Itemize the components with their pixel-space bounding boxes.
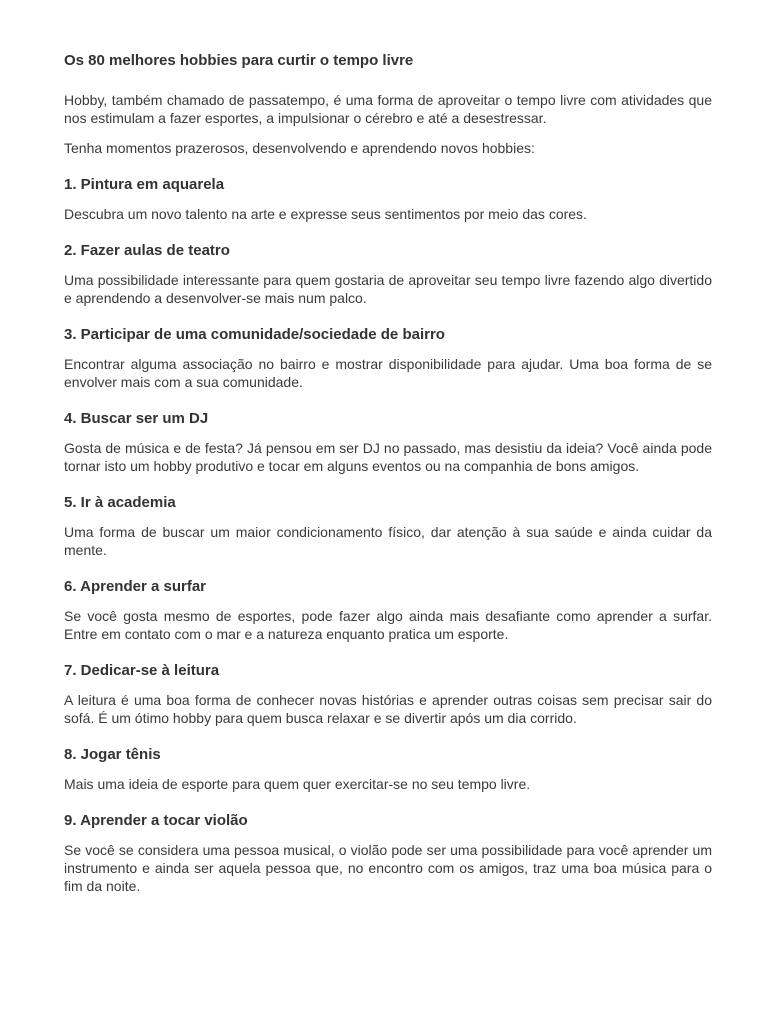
section-heading: 1. Pintura em aquarela bbox=[64, 176, 225, 193]
section-body: Se você gosta mesmo de esportes, pode fazer algo ainda mais desafiante como aprender a surfar. Entre em contato com o mar e a natureza enquanto pratica um esporte. bbox=[64, 608, 712, 642]
section-heading: 3. Participar de uma comunidade/sociedade de bairro bbox=[64, 326, 445, 343]
section-body: Encontrar alguma associação no bairro e mostrar disponibilidade para ajudar. Uma boa forma de se envolver mais com a sua comunidade. bbox=[64, 356, 712, 390]
section-body: Se você se considera uma pessoa musical, o violão pode ser uma possibilidade para você aprender um instrumento e ainda ser aquela pessoa que, no encontro com os amigos, traz uma boa música para o fim da noite. bbox=[64, 842, 712, 894]
section-heading: 5. Ir à academia bbox=[64, 494, 176, 511]
hobby-section bbox=[64, 661, 712, 727]
section-heading: 4. Buscar ser um DJ bbox=[64, 410, 209, 427]
hobby-section bbox=[64, 175, 712, 223]
hobby-section bbox=[64, 577, 712, 643]
section-heading: 7. Dedicar-se à leitura bbox=[64, 662, 220, 679]
hobby-section bbox=[64, 241, 712, 307]
hobby-section bbox=[64, 811, 712, 895]
intro-paragraph: Hobby, também chamado de passatempo, é uma forma de aproveitar o tempo livre com atividades que nos estimulam a fazer esportes, a impulsionar o cérebro e até a desestressar. bbox=[64, 92, 712, 126]
hobby-section bbox=[64, 745, 712, 793]
section-heading: 8. Jogar tênis bbox=[64, 746, 161, 763]
section-heading: 6. Aprender a surfar bbox=[64, 578, 206, 595]
section-heading: 9. Aprender a tocar violão bbox=[64, 812, 248, 829]
section-body: Uma forma de buscar um maior condicionamento físico, dar atenção à sua saúde e ainda cuidar da mente. bbox=[64, 524, 712, 558]
page-title: Os 80 melhores hobbies para curtir o tempo livre bbox=[64, 52, 414, 69]
section-heading: 2. Fazer aulas de teatro bbox=[64, 242, 230, 259]
section-body: Mais uma ideia de esporte para quem quer exercitar-se no seu tempo livre. bbox=[64, 776, 531, 792]
intro-paragraph: Tenha momentos prazerosos, desenvolvendo e aprendendo novos hobbies: bbox=[64, 140, 535, 156]
section-body: Uma possibilidade interessante para quem gostaria de aproveitar seu tempo livre fazendo algo divertido e aprendendo a desenvolver-se mais num palco. bbox=[64, 272, 712, 306]
hobby-section bbox=[64, 409, 712, 475]
section-body: A leitura é uma boa forma de conhecer novas histórias e aprender outras coisas sem precisar sair do sofá. É um ótimo hobby para quem busca relaxar e se divertir após um dia corrido. bbox=[64, 692, 712, 726]
section-body: Descubra um novo talento na arte e expresse seus sentimentos por meio das cores. bbox=[64, 206, 587, 222]
hobby-section bbox=[64, 325, 712, 391]
section-body: Gosta de música e de festa? Já pensou em ser DJ no passado, mas desistiu da ideia? Você ainda pode tornar isto um hobby produtivo e tocar em alguns eventos ou na companhia de bons amigos. bbox=[64, 440, 712, 474]
hobby-section bbox=[64, 493, 712, 559]
